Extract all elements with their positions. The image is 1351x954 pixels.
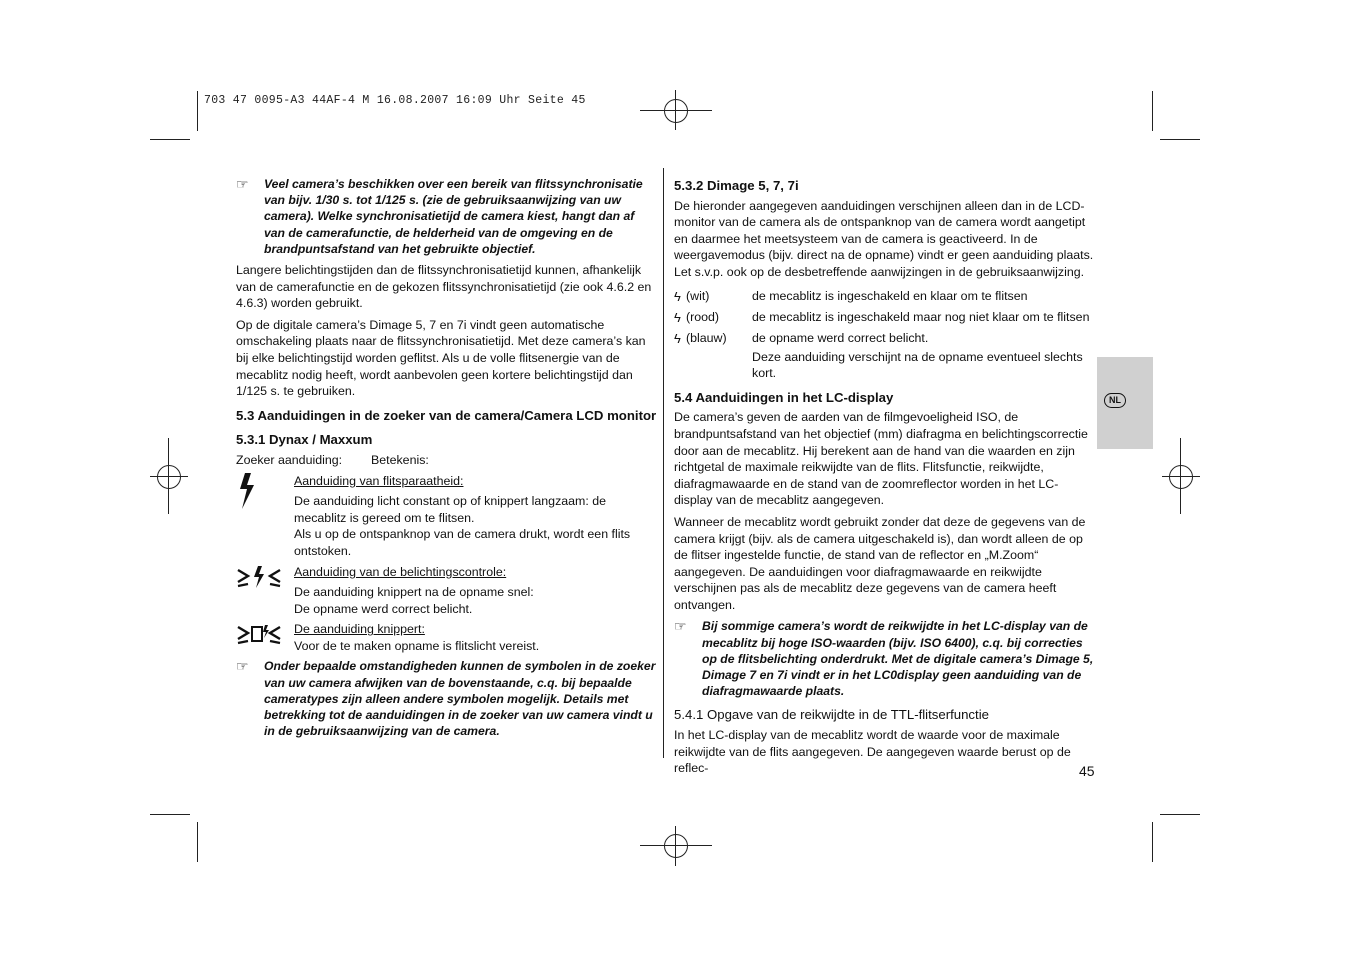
indicator-row	[236, 621, 658, 658]
indicator-text: de mecablitz is ingeschakeld maar nog niet klaar om te flitsen	[752, 309, 1090, 324]
indicator-text: De opname werd correct belicht.	[294, 601, 473, 616]
page-number: 45	[1079, 763, 1095, 779]
crop-mark	[1152, 91, 1153, 131]
indicator-row	[674, 286, 1096, 307]
section-heading: 5.4.1 Opgave van de reikwijdte in de TTL-flitserfunctie	[674, 707, 989, 723]
crop-mark	[1160, 139, 1200, 140]
indicator-row	[674, 328, 1096, 349]
language-badge: NL	[1104, 393, 1126, 408]
pointing-hand-icon: ☞	[236, 658, 249, 675]
flash-icon: ϟ	[674, 309, 681, 325]
crop-mark	[1160, 814, 1200, 815]
crop-mark	[1152, 822, 1153, 862]
pointing-hand-icon: ☞	[674, 618, 687, 635]
indicator-text: De aanduiding knippert na de opname snel:	[294, 585, 534, 600]
indicator-text: de opname werd correct belicht.	[752, 330, 929, 345]
section-heading: 5.3.1 Dynax / Maxxum	[236, 432, 373, 448]
pointing-hand-icon: ☞	[236, 176, 249, 192]
indicator-text: De aanduiding licht constant op of knippert langzaam: de mecablitz is gereed om te flitsen.	[294, 494, 607, 525]
indicator-text: Voor de te maken opname is flitslicht vereist.	[294, 638, 540, 653]
crop-mark	[150, 139, 190, 140]
exposure-control-icon	[236, 564, 294, 622]
note-text: Bij sommige camera’s wordt de reikwijdte in het LC-display van de mecablitz bij hoge ISO-waarden (bijv. ISO 6400), c.q. bij correcties op de flitsbelichting onderdrukt. Met de digitale camera’s Dimage 5, Dimage 7 en 7i vindt er in het LC0display geen aanduiding van de diafragmawaarde plaats.	[702, 619, 1094, 699]
paragraph: De hieronder aangegeven aanduidingen verschijnen alleen dan in de LCD-monitor van de camera als de ontspanknop van de camera wordt aangetipt en daarmee het meetsysteem van de camera is geactiveerd. In de weergavemodus (bijv. direct na de opname) vindt er geen aanduiding plaats. Let s.v.p. ook op de desbetreffende aanwijzingen in de gebruiksaanwijzing.	[674, 198, 1094, 279]
indicator-color: (rood)	[686, 309, 720, 324]
paragraph: De camera’s geven de aarden van de filmgevoeligheid ISO, de brandpuntsafstand van het objectief (mm) diafragma en belichtingscorrectie door aan de mecablitz. Hij berekent aan de hand van die waarden en zijn richtgetal de maximale reikwijdte van de flits. Flitsfunctie, reikwijdte, diafragmawaarde en de stand van de zoomreflector worden in het LC-display van de mecablitz aangegeven.	[674, 410, 1088, 508]
paragraph: Wanneer de mecablitz wordt gebruikt zonder dat deze de gegevens van de camera krijgt (bijv. als de camera uitgeschakeld is), dan wordt alleen de op de flitser ingestelde functie, de stand van de reflector en „M.Zoom“ aangegeven. De aanduidingen voor diafragmawaarde en reikwijdte verschijnen pas als de mecablitz deze gegevens van de camera heeft ontvangen.	[674, 514, 1086, 612]
registration-mark	[664, 99, 688, 123]
column-label: Zoeker aanduiding:	[236, 452, 343, 467]
indicator-color: (blauw)	[686, 330, 727, 345]
indicator-title: Aanduiding van de belichtingscontrole:	[294, 564, 507, 579]
registration-mark	[1169, 465, 1193, 489]
registration-mark	[664, 834, 688, 858]
flash-required-icon	[236, 621, 294, 658]
indicator-text: Als u op de ontspanknop van de camera drukt, wordt een flits ontstoken.	[294, 527, 631, 558]
note-block	[674, 618, 1096, 699]
indicator-color: (wit)	[686, 288, 710, 303]
column-divider	[663, 168, 664, 758]
paragraph: Langere belichtingstijden dan de flitssynchronisatietijd kunnen, afhankelijk van de camerafunctie en de gekozen flitssynchronisatietijd (zie ook 4.6.2 en 4.6.3) worden gebruikt.	[236, 263, 652, 311]
indicator-row	[236, 473, 658, 564]
indicator-text: de mecablitz is ingeschakeld en klaar om te flitsen	[752, 288, 1028, 303]
left-column	[236, 176, 658, 745]
right-column	[674, 170, 1096, 782]
note-block	[236, 176, 658, 257]
crop-mark	[150, 814, 190, 815]
indicator-title: De aanduiding knippert:	[294, 622, 425, 637]
indicator-title: Aanduiding van flitsparaatheid:	[294, 473, 464, 488]
note-block	[236, 658, 658, 739]
note-text: Onder bepaalde omstandigheden kunnen de symbolen in de zoeker van uw camera afwijken van de bovenstaande, c.q. bij bepaalde cameratypes zijn alleen andere symbolen mogelijk. Details met betrekking tot de aanduidingen in de zoeker van uw camera vindt u in de gebruiksaanwijzing van de camera.	[264, 659, 656, 739]
indicator-row	[674, 307, 1096, 328]
flash-icon: ϟ	[674, 330, 681, 346]
crop-mark	[197, 822, 198, 862]
registration-mark	[157, 465, 181, 489]
indicator-row	[236, 564, 658, 622]
paragraph: In het LC-display van de mecablitz wordt de waarde voor de maximale reikwijdte van de flits aangegeven. De aangegeven waarde berust op de reflec-	[674, 728, 1071, 776]
note-text: Veel camera’s beschikken over een bereik van flitssynchronisatie van bijv. 1/30 s. tot 1/125 s. (zie de gebruiksaanwijzing van uw camera). Welke synchronisatietijd de camera kiest, hangt dan af van de camerafunctie, de helderheid van de omgeving en de brandpuntsafstand van het gebruikte objectief.	[264, 177, 643, 256]
paragraph: Op de digitale camera’s Dimage 5, 7 en 7i vindt geen automatische omschakeling plaats naar de flitssynchronisatietijd. Met deze camera’s kan bij elke belichtingstijd worden geflitst. Als u de volle flitsenergie van de mecablitz nodig heeft, wordt aanbevolen geen kortere belichtingstijd dan 1/125 s. te gebruiken.	[236, 317, 646, 399]
column-label: Betekenis:	[371, 452, 429, 467]
section-heading: 5.3.2 Dimage 5, 7, 7i	[674, 178, 799, 193]
table-header	[236, 452, 658, 469]
print-slug: 703 47 0095-A3 44AF-4 M 16.08.2007 16:09 Uhr Seite 45	[204, 94, 586, 107]
section-heading: 5.3 Aanduidingen in de zoeker van de camera/Camera LCD monitor	[236, 407, 657, 423]
indicator-note: Deze aanduiding verschijnt na de opname eventueel slechts kort.	[752, 349, 1083, 381]
flash-icon: ϟ	[674, 288, 681, 304]
crop-mark	[197, 91, 198, 131]
section-heading: 5.4 Aanduidingen in het LC-display	[674, 389, 894, 405]
flash-ready-icon	[236, 473, 294, 564]
